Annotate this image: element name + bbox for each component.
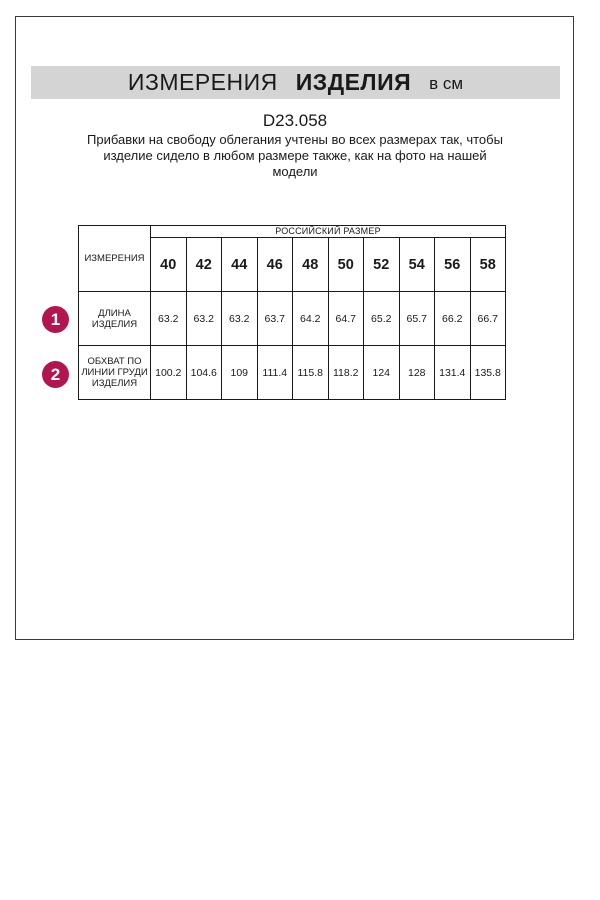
value-cell: 63.2 [186,292,222,346]
size-header-cell: 46 [257,238,293,292]
size-group-header-row [79,226,506,238]
value-cell: 104.6 [186,346,222,400]
value-cell: 124 [364,346,400,400]
value-cell: 63.2 [222,292,258,346]
fit-note: Прибавки на свободу облегания учтены во всех размерах так, чтобы изделие сидело в любом размере также, как на фото на нашей модели [87,132,503,179]
row-label-chest: ОБХВАТ ПО ЛИНИИ ГРУДИ ИЗДЕЛИЯ [79,346,151,400]
value-cell: 118.2 [328,346,364,400]
size-header-cell: 42 [186,238,222,292]
size-header-cell: 44 [222,238,258,292]
title-measurements: ИЗМЕРЕНИЯ [127,69,278,95]
value-cell: 111.4 [257,346,293,400]
value-cell: 66.2 [435,292,471,346]
size-header-cell: 56 [435,238,471,292]
row-number-badge: 1 [42,306,69,333]
value-cell: 65.7 [399,292,435,346]
size-group-header: РОССИЙСКИЙ РАЗМЕР [151,226,506,238]
size-header-cell: 50 [328,238,364,292]
table-row-length [79,292,506,346]
title-product: ИЗДЕЛИЯ [295,69,412,95]
value-cell: 64.7 [328,292,364,346]
row-number-badge: 2 [42,361,69,388]
value-cell: 128 [399,346,435,400]
value-cell: 65.2 [364,292,400,346]
size-header-cell: 48 [293,238,329,292]
title-unit: в см [429,73,464,93]
value-cell: 115.8 [293,346,329,400]
value-cell: 64.2 [293,292,329,346]
size-header-cell: 58 [470,238,506,292]
value-cell: 63.7 [257,292,293,346]
value-cell: 131.4 [435,346,471,400]
value-cell: 109 [222,346,258,400]
value-cell: 135.8 [470,346,506,400]
value-cell: 66.7 [470,292,506,346]
size-header-cell: 52 [364,238,400,292]
title-bar [31,66,560,99]
measurements-header: ИЗМЕРЕНИЯ [79,226,151,292]
size-chart-table [78,225,506,400]
size-header-cell: 54 [399,238,435,292]
table-row-chest [79,346,506,400]
size-header-cell: 40 [151,238,187,292]
row-label-length: ДЛИНА ИЗДЕЛИЯ [79,292,151,346]
article-number: D23.058 [262,111,328,130]
value-cell: 63.2 [151,292,187,346]
value-cell: 100.2 [151,346,187,400]
